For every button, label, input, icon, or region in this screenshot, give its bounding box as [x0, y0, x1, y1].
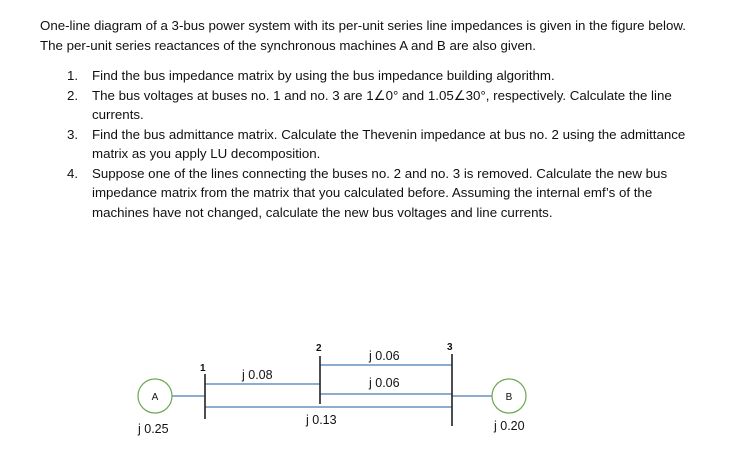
question-list — [40, 66, 700, 222]
line-2-3-upper-impedance: j 0.06 — [369, 349, 400, 363]
question-text: Find the bus impedance matrix by using the bus impedance building algorithm. — [92, 68, 555, 83]
machine-b-reactance: j 0.20 — [494, 419, 525, 433]
machine-a-reactance: j 0.25 — [138, 422, 169, 436]
line-1-3-impedance: j 0.13 — [306, 413, 337, 427]
line-group — [172, 365, 492, 407]
machine-b-label: B — [505, 392, 513, 403]
bus-1-label: 1 — [200, 363, 206, 374]
bus-3-label: 3 — [447, 342, 453, 353]
question-text: Suppose one of the lines connecting the buses no. 2 and no. 3 is removed. Calculate the new bus impedance matrix from the matrix that you calculated before. Assuming the internal emf’s of the machines have not changed, calculate the new bus voltages and line currents. — [92, 165, 668, 220]
line-2-3-lower-impedance: j 0.06 — [369, 376, 400, 390]
question-item — [40, 125, 700, 164]
machine-a-label: A — [151, 392, 159, 403]
question-text: The bus voltages at buses no. 1 and no. 3 are 1∠0° and 1.05∠30°, respectively. Calculate the line currents. — [92, 87, 672, 122]
intro-paragraph: One-line diagram of a 3-bus power system with its per-unit series line impedances is given in the figure below. The per-unit series reactances of the synchronous machines A and B are also given. — [40, 18, 686, 53]
question-number: 2. — [67, 87, 79, 103]
question-text: Find the bus admittance matrix. Calculate the Thevenin impedance at bus no. 2 using the admittance matrix as you apply LU decomposition. — [92, 126, 686, 161]
one-line-diagram — [0, 330, 731, 460]
question-item — [40, 86, 700, 125]
problem-document — [40, 16, 700, 222]
question-number: 1. — [67, 68, 79, 83]
bus-2-label: 2 — [316, 343, 322, 354]
question-item — [40, 164, 700, 223]
question-item — [40, 66, 700, 86]
question-number: 4. — [67, 165, 79, 181]
question-number: 3. — [67, 126, 79, 142]
line-1-2-impedance: j 0.08 — [242, 368, 273, 382]
